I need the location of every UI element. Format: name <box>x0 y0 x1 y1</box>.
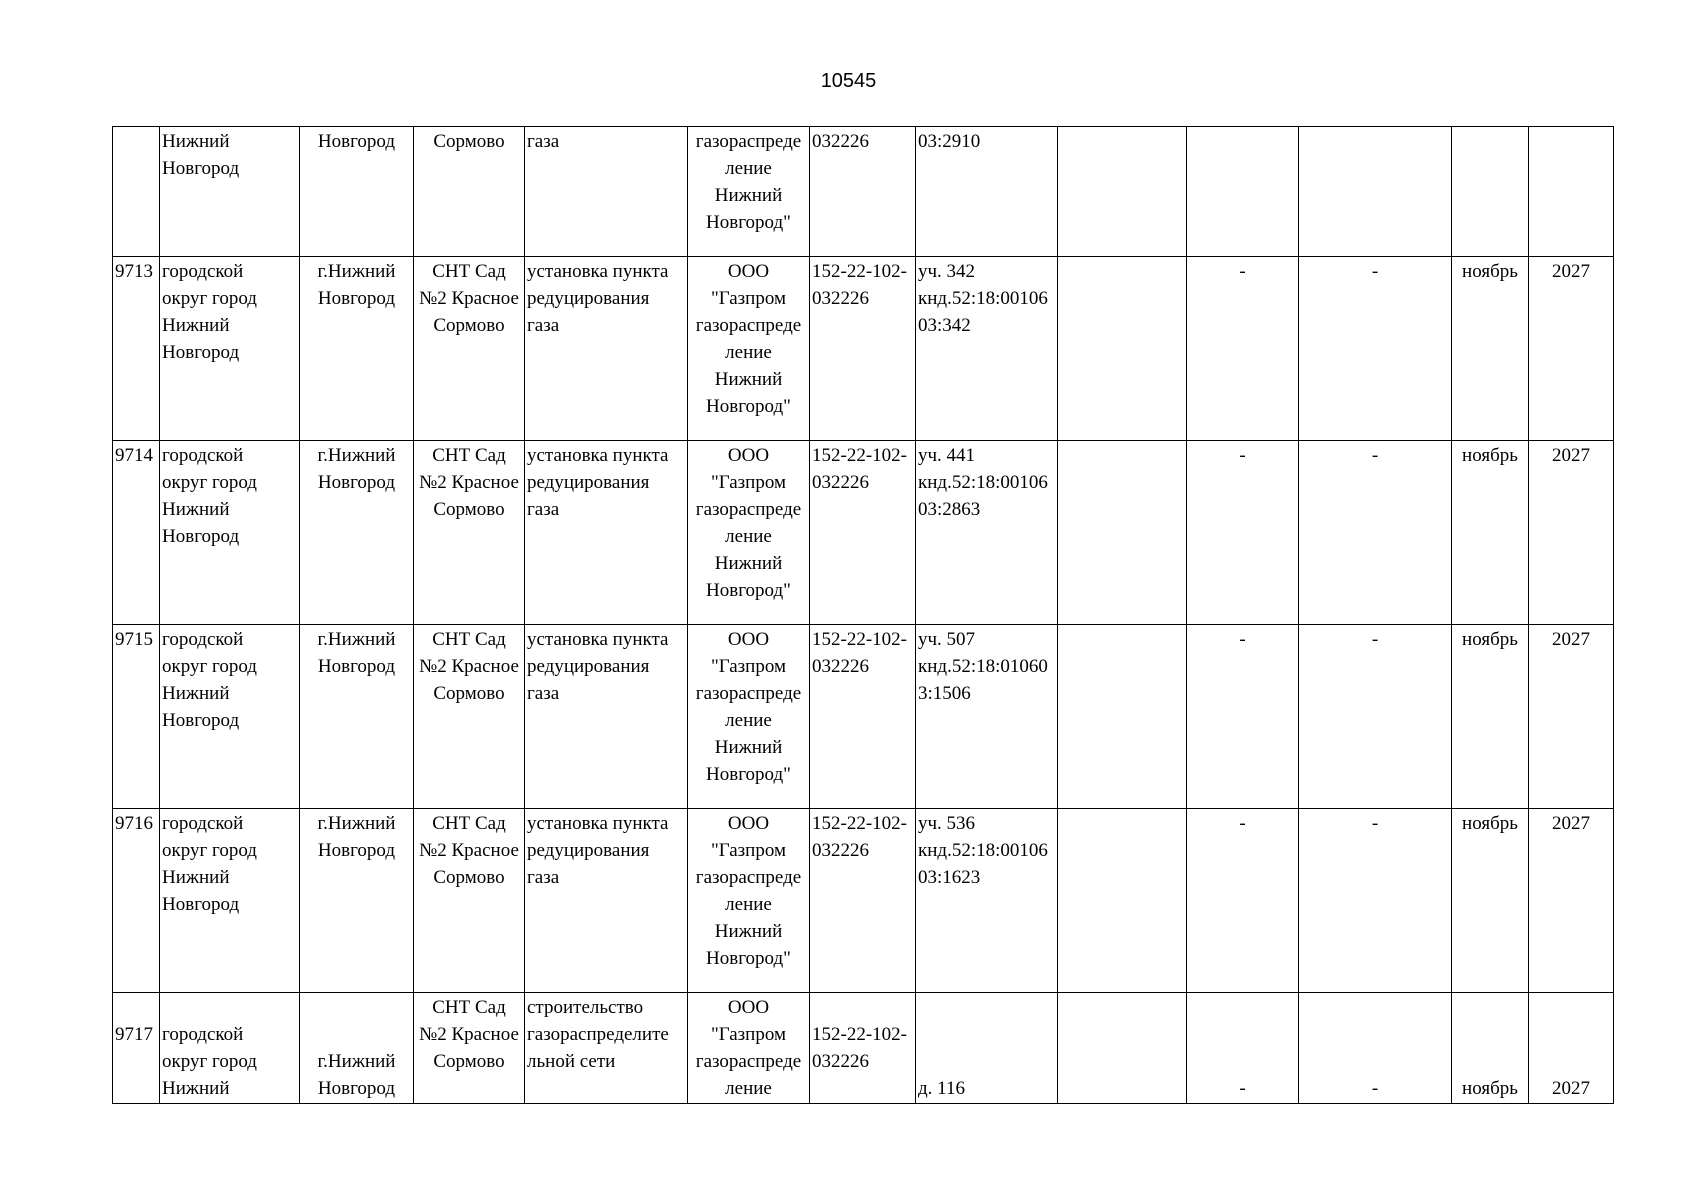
place-cell: СНТ Сад №2 Красное Сормово <box>414 257 525 441</box>
dash-cell: - <box>1187 257 1299 441</box>
city-cell: г.Нижний Новгород <box>300 993 414 1104</box>
district-cell: городской округ город Нижний Новгород <box>160 625 300 809</box>
organization-cell: ООО "Газпром газораспреде ление Нижний Новгород" <box>688 257 810 441</box>
district-cell: Нижний Новгород <box>160 127 300 257</box>
plot-cell: уч. 507 кнд.52:18:01060 3:1506 <box>916 625 1058 809</box>
month-cell: ноябрь <box>1452 809 1529 993</box>
table-row <box>113 127 1614 257</box>
year-cell: 2027 <box>1529 993 1614 1104</box>
year-cell: 2027 <box>1529 441 1614 625</box>
month-cell <box>1452 127 1529 257</box>
work-type-cell: установка пункта редуцирования газа <box>525 809 688 993</box>
dash-cell: - <box>1299 809 1452 993</box>
empty-cell <box>1058 127 1187 257</box>
row-number-cell: 9715 <box>113 625 160 809</box>
district-cell: городской округ город Нижний Новгород <box>160 257 300 441</box>
district-cell: городской округ город Нижний Новгород <box>160 809 300 993</box>
month-cell: ноябрь <box>1452 993 1529 1104</box>
month-cell: ноябрь <box>1452 625 1529 809</box>
place-cell: Сормово <box>414 127 525 257</box>
work-type-cell: установка пункта редуцирования газа <box>525 441 688 625</box>
row-number-cell: 9714 <box>113 441 160 625</box>
table-row <box>113 441 1614 625</box>
city-cell: г.Нижний Новгород <box>300 625 414 809</box>
row-number-cell: 9716 <box>113 809 160 993</box>
organization-cell: ООО "Газпром газораспреде ление Нижний Новгород" <box>688 441 810 625</box>
table-row <box>113 625 1614 809</box>
dash-cell: - <box>1187 625 1299 809</box>
dash-cell: - <box>1299 625 1452 809</box>
place-cell: СНТ Сад №2 Красное Сормово <box>414 625 525 809</box>
document-cell: 152-22-102- 032226 <box>810 625 916 809</box>
place-cell: СНТ Сад №2 Красное Сормово <box>414 809 525 993</box>
document-cell: 152-22-102- 032226 <box>810 441 916 625</box>
empty-cell <box>1058 257 1187 441</box>
dash-cell: - <box>1187 441 1299 625</box>
document-cell: 152-22-102- 032226 <box>810 809 916 993</box>
empty-cell <box>1058 441 1187 625</box>
work-type-cell: газа <box>525 127 688 257</box>
year-cell: 2027 <box>1529 625 1614 809</box>
plot-cell: уч. 441 кнд.52:18:00106 03:2863 <box>916 441 1058 625</box>
year-cell: 2027 <box>1529 809 1614 993</box>
city-cell: Новгород <box>300 127 414 257</box>
work-type-cell: установка пункта редуцирования газа <box>525 257 688 441</box>
district-cell: городской округ город Нижний Новгород <box>160 441 300 625</box>
dash-cell: - <box>1187 993 1299 1104</box>
year-cell: 2027 <box>1529 257 1614 441</box>
table-body <box>113 127 1614 1104</box>
table-row <box>113 257 1614 441</box>
row-number-cell: 9713 <box>113 257 160 441</box>
plot-cell: уч. 342 кнд.52:18:00106 03:342 <box>916 257 1058 441</box>
organization-cell: ООО "Газпром газораспреде ление Нижний Новгород" <box>688 809 810 993</box>
document-cell: 032226 <box>810 127 916 257</box>
place-cell: СНТ Сад №2 Красное Сормово <box>414 993 525 1104</box>
organization-cell: ООО "Газпром газораспреде ление Нижний Новгород" <box>688 625 810 809</box>
year-cell <box>1529 127 1614 257</box>
empty-cell <box>1058 625 1187 809</box>
dash-cell <box>1187 127 1299 257</box>
dash-cell: - <box>1299 441 1452 625</box>
document-cell: 152-22-102- 032226 <box>810 993 916 1104</box>
dash-cell: - <box>1299 257 1452 441</box>
plot-cell: 03:2910 <box>916 127 1058 257</box>
empty-cell <box>1058 809 1187 993</box>
table-row <box>113 809 1614 993</box>
month-cell: ноябрь <box>1452 441 1529 625</box>
city-cell: г.Нижний Новгород <box>300 441 414 625</box>
row-number-cell: 9717 <box>113 993 160 1104</box>
city-cell: г.Нижний Новгород <box>300 257 414 441</box>
district-cell: городской округ город Нижний <box>160 993 300 1104</box>
empty-cell <box>1058 993 1187 1104</box>
dash-cell <box>1299 127 1452 257</box>
document-cell: 152-22-102- 032226 <box>810 257 916 441</box>
dash-cell: - <box>1187 809 1299 993</box>
page-number: 10545 <box>820 70 877 92</box>
work-type-cell: установка пункта редуцирования газа <box>525 625 688 809</box>
register-table <box>112 126 1614 1104</box>
work-type-cell: строительство газораспределите льной сети <box>525 993 688 1104</box>
city-cell: г.Нижний Новгород <box>300 809 414 993</box>
dash-cell: - <box>1299 993 1452 1104</box>
row-number-cell <box>113 127 160 257</box>
plot-cell: д. 116 <box>916 993 1058 1104</box>
table-row <box>113 993 1614 1104</box>
month-cell: ноябрь <box>1452 257 1529 441</box>
plot-cell: уч. 536 кнд.52:18:00106 03:1623 <box>916 809 1058 993</box>
organization-cell: ООО "Газпром газораспреде ление <box>688 993 810 1104</box>
place-cell: СНТ Сад №2 Красное Сормово <box>414 441 525 625</box>
organization-cell: газораспреде ление Нижний Новгород" <box>688 127 810 257</box>
